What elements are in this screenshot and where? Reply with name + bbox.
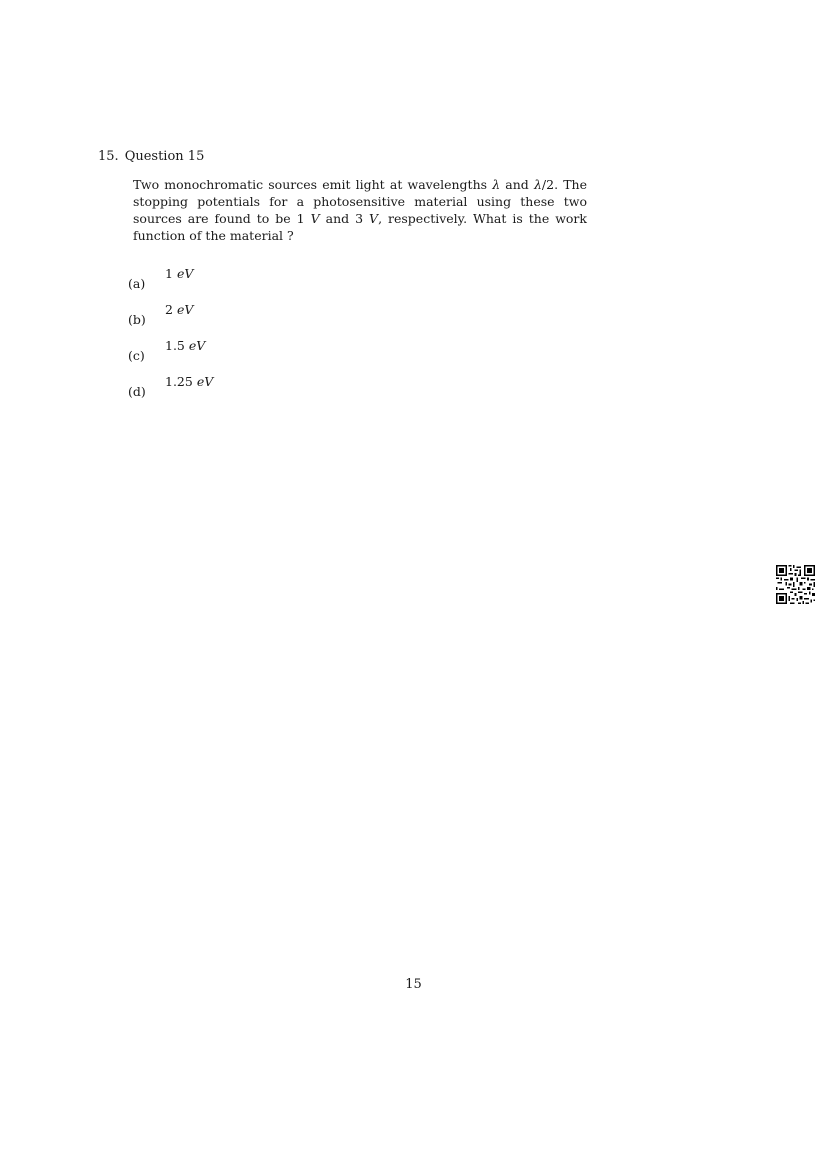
option-text <box>165 302 193 318</box>
lambda-symbol: λ <box>533 177 542 192</box>
qr-code-icon[interactable] <box>776 565 815 604</box>
option-value: 2 <box>165 302 173 317</box>
option-unit: eV <box>188 338 206 353</box>
option-label: (d) <box>128 384 146 399</box>
question-text-part: and 3 <box>319 211 370 226</box>
option-value: 1.5 <box>165 338 185 353</box>
lambda-symbol: λ <box>492 177 501 192</box>
option-label: (a) <box>128 276 146 291</box>
question-title: Question 15 <box>124 149 205 164</box>
option-b[interactable] <box>128 302 328 338</box>
option-label: (b) <box>128 312 146 327</box>
volt-unit: V <box>310 211 320 226</box>
option-value: 1 <box>165 266 173 281</box>
question-text-part: /2. The stopping potentials for a photosensitive material using these two sources are found to be 1 <box>133 177 587 226</box>
volt-unit: V <box>369 211 379 226</box>
question-text <box>133 176 587 244</box>
option-label: (c) <box>128 348 145 363</box>
option-text <box>165 374 213 390</box>
question-text-part: Two monochromatic sources emit light at wavelengths <box>133 177 493 192</box>
option-a[interactable] <box>128 266 328 302</box>
option-unit: eV <box>176 302 194 317</box>
option-text <box>165 266 193 282</box>
question-text-part: , respectively. What is the work function of the material ? <box>133 211 587 243</box>
option-unit: eV <box>196 374 214 389</box>
question-number: 15. <box>98 149 119 164</box>
option-value: 1.25 <box>165 374 193 389</box>
option-text <box>165 338 205 354</box>
option-c[interactable] <box>128 338 328 374</box>
option-unit: eV <box>176 266 194 281</box>
question-heading <box>98 149 204 165</box>
answer-options <box>128 266 328 410</box>
option-d[interactable] <box>128 374 328 410</box>
question-text-part: and <box>500 177 534 192</box>
page-number: 15 <box>405 977 422 992</box>
